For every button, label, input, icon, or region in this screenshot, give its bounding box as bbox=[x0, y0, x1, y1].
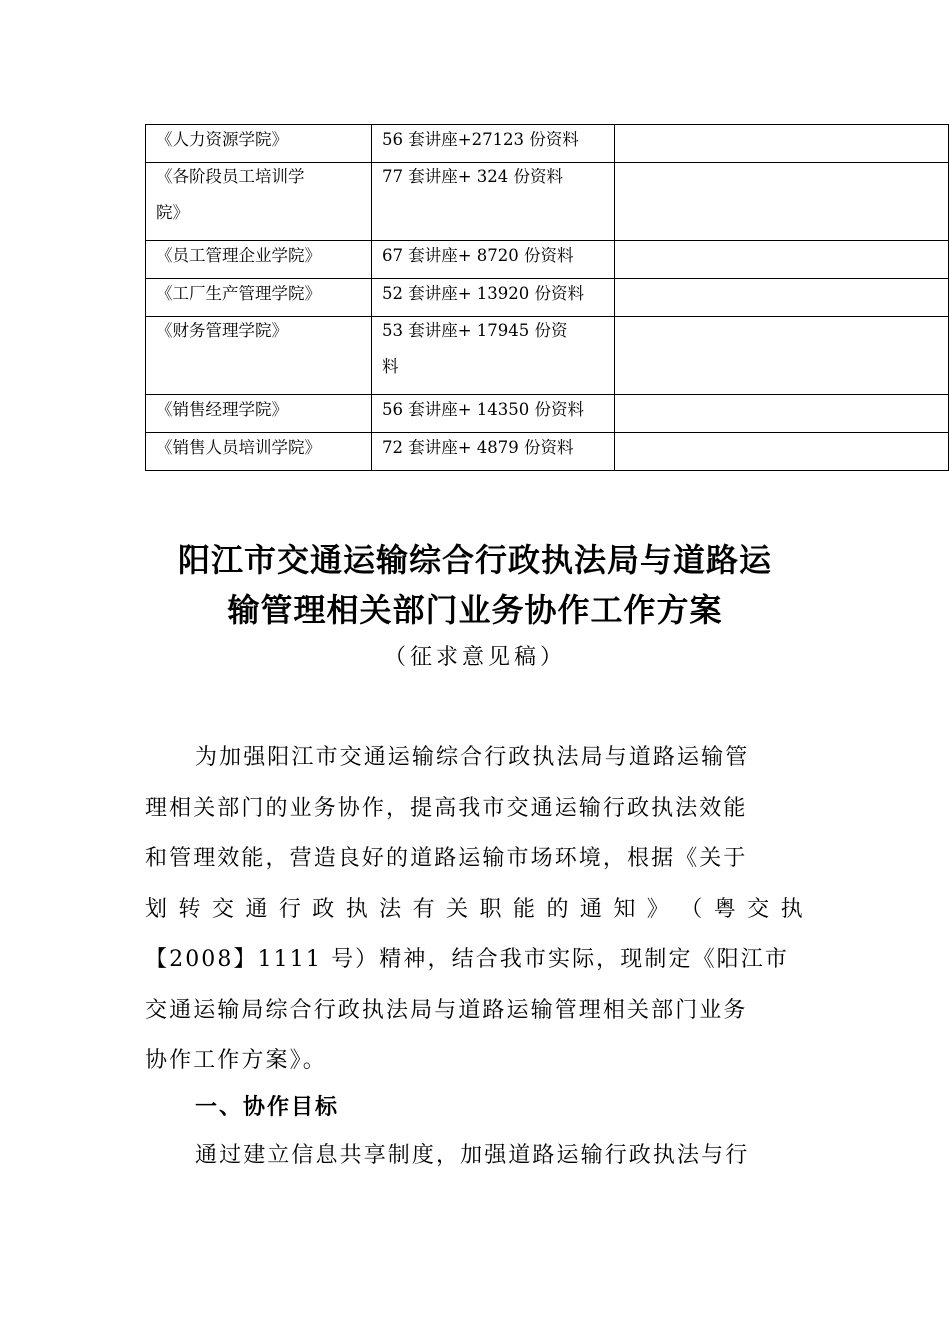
spaced-char: 法 bbox=[379, 896, 404, 922]
table-cell-name: 《人力资源学院》 bbox=[146, 125, 372, 163]
table-cell-content-line1: 53 套讲座+ 17945 份资 bbox=[382, 321, 568, 340]
table-cell-name: 《员工管理企业学院》 bbox=[146, 241, 372, 279]
table-cell-content bbox=[372, 317, 615, 395]
table-row bbox=[146, 395, 949, 433]
spaced-char: 能 bbox=[512, 896, 538, 922]
spaced-char: 关 bbox=[446, 896, 471, 922]
table-cell-note bbox=[615, 241, 949, 279]
table-row bbox=[146, 125, 949, 163]
document-title-line1: 阳江市交通运输综合行政执法局与道路运 bbox=[177, 541, 772, 579]
resource-table bbox=[145, 124, 949, 471]
spaced-char: 知 bbox=[613, 896, 638, 922]
paragraph-line: 和管理效能，营造良好的道路运输市场环境，根据《关于 bbox=[145, 846, 748, 871]
paragraph-line: 理相关部门的业务协作，提高我市交通运输行政执法效能 bbox=[145, 795, 748, 821]
table-cell-note bbox=[615, 395, 949, 433]
spaced-char: 职 bbox=[479, 896, 504, 922]
table-cell-name bbox=[146, 317, 372, 395]
intro-paragraph bbox=[145, 733, 805, 1087]
table-row bbox=[146, 241, 949, 279]
table-cell-content-line2: 料 bbox=[382, 357, 399, 376]
table-cell-note bbox=[615, 317, 949, 395]
document-title-line2: 输管理相关部门业务协作工作方案 bbox=[227, 591, 723, 629]
spaced-char: 有 bbox=[412, 896, 437, 922]
table-cell-content: 56 套讲座+27123 份资料 bbox=[372, 125, 615, 163]
table-cell-content: 72 套讲座+ 4879 份资料 bbox=[372, 433, 615, 471]
table-row bbox=[146, 279, 949, 317]
table-row bbox=[146, 433, 949, 471]
spaced-char: 行 bbox=[278, 896, 303, 922]
spaced-char: 的 bbox=[546, 896, 571, 922]
spaced-char: 执 bbox=[345, 896, 370, 922]
table-row bbox=[146, 317, 949, 395]
spaced-char: 划 bbox=[145, 896, 170, 922]
table-cell-name-line2: 院》 bbox=[156, 203, 189, 222]
table-row bbox=[146, 163, 949, 241]
spaced-char: （ bbox=[680, 896, 705, 922]
spaced-char: 转 bbox=[178, 896, 203, 922]
spaced-char: 交 bbox=[211, 896, 237, 922]
spaced-char: 执 bbox=[780, 896, 805, 922]
spaced-char: 政 bbox=[312, 896, 337, 922]
table-cell-note bbox=[615, 433, 949, 471]
spaced-char: 》 bbox=[646, 896, 671, 922]
spaced-char: 通 bbox=[579, 896, 604, 922]
table-cell-content: 56 套讲座+ 14350 份资料 bbox=[372, 395, 615, 433]
table-cell-content: 67 套讲座+ 8720 份资料 bbox=[372, 241, 615, 279]
table-cell-name-line1: 《各阶段员工培训学 bbox=[156, 167, 305, 186]
paragraph-line: 通过建立信息共享制度，加强道路运输行政执法与行 bbox=[195, 1143, 750, 1168]
table-cell-note bbox=[615, 125, 949, 163]
table-cell-name: 《销售人员培训学院》 bbox=[146, 433, 372, 471]
table-cell-name: 《工厂生产管理学院》 bbox=[146, 279, 372, 317]
section-heading: 一、协作目标 bbox=[195, 1095, 340, 1120]
paragraph-line: 交通运输局综合行政执法局与道路运输管理相关部门业务 bbox=[145, 997, 748, 1023]
document-subtitle: （征求意见稿） bbox=[383, 645, 566, 670]
table-cell-note bbox=[615, 163, 949, 241]
table-cell-content: 52 套讲座+ 13920 份资料 bbox=[372, 279, 615, 317]
spaced-char: 粤 bbox=[713, 896, 738, 922]
paragraph-line-spaced bbox=[145, 885, 805, 936]
table-cell-name bbox=[146, 163, 372, 241]
table-cell-name: 《销售经理学院》 bbox=[146, 395, 372, 433]
table-cell-content bbox=[372, 163, 615, 241]
spaced-char: 交 bbox=[747, 896, 772, 922]
section1-paragraph bbox=[145, 1131, 805, 1182]
paragraph-line: 【2008】1111 号）精神，结合我市实际，现制定《阳江市 bbox=[145, 947, 789, 972]
spaced-char: 通 bbox=[245, 896, 270, 922]
table-cell-note bbox=[615, 279, 949, 317]
paragraph-line: 为加强阳江市交通运输综合行政执法局与道路运输管 bbox=[195, 745, 750, 770]
table-cell-name-text: 《财务管理学院》 bbox=[156, 321, 288, 340]
paragraph-line: 协作工作方案》。 bbox=[145, 1048, 327, 1073]
table-cell-content-text: 77 套讲座+ 324 份资料 bbox=[382, 167, 564, 186]
